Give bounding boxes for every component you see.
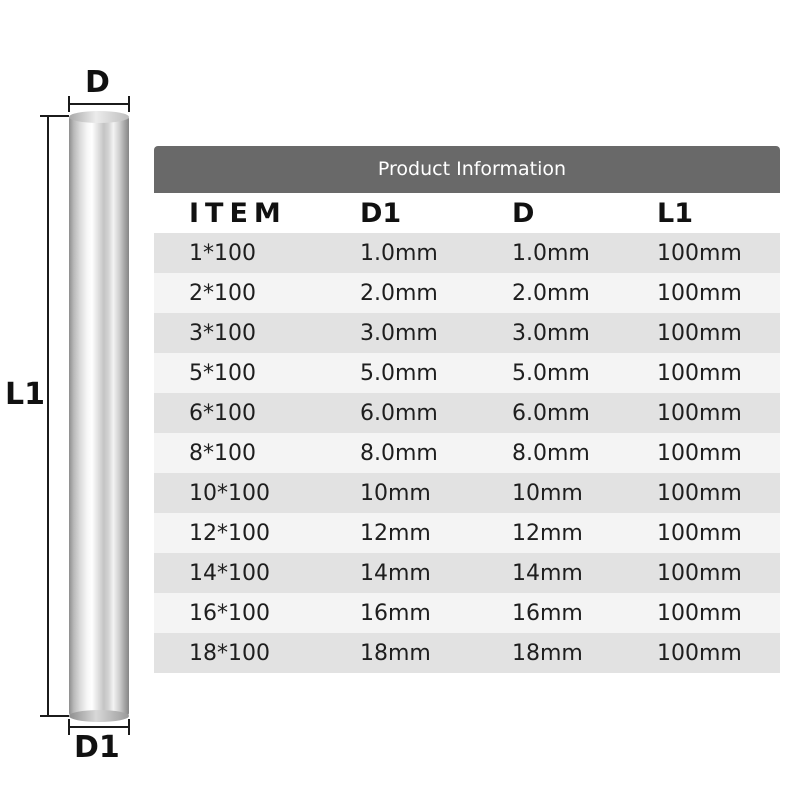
- table-row: [154, 633, 780, 673]
- table-row: [154, 553, 780, 593]
- cell-l1: 100mm: [657, 480, 742, 506]
- rod-diagram: [0, 0, 150, 800]
- cell-item: 18*100: [189, 640, 270, 666]
- cell-d: 16mm: [512, 600, 583, 626]
- cell-item: 10*100: [189, 480, 270, 506]
- cell-d: 8.0mm: [512, 440, 590, 466]
- diameter-bottom-label: D1: [74, 730, 120, 765]
- steel-rod-bottom-end: [69, 710, 129, 722]
- cell-l1: 100mm: [657, 640, 742, 666]
- diameter-bottom-extension-right: [128, 719, 130, 735]
- cell-d1: 6.0mm: [360, 400, 438, 426]
- length-extension-top: [40, 115, 69, 117]
- header-l1: L1: [657, 197, 693, 229]
- diameter-bottom-dimension-line: [69, 726, 129, 728]
- table-title: Product Information: [154, 146, 780, 193]
- table-row: [154, 473, 780, 513]
- cell-d: 10mm: [512, 480, 583, 506]
- cell-d1: 8.0mm: [360, 440, 438, 466]
- cell-l1: 100mm: [657, 600, 742, 626]
- cell-d: 14mm: [512, 560, 583, 586]
- length-dimension-line: [47, 116, 49, 716]
- product-information-table: [154, 146, 780, 673]
- cell-l1: 100mm: [657, 520, 742, 546]
- cell-d1: 3.0mm: [360, 320, 438, 346]
- cell-item: 6*100: [189, 400, 256, 426]
- table-row: [154, 433, 780, 473]
- cell-l1: 100mm: [657, 240, 742, 266]
- diameter-top-extension-right: [128, 96, 130, 112]
- cell-d: 2.0mm: [512, 280, 590, 306]
- cell-d1: 2.0mm: [360, 280, 438, 306]
- cell-d: 3.0mm: [512, 320, 590, 346]
- cell-l1: 100mm: [657, 440, 742, 466]
- cell-d: 1.0mm: [512, 240, 590, 266]
- table-row: [154, 313, 780, 353]
- cell-d1: 10mm: [360, 480, 431, 506]
- cell-item: 14*100: [189, 560, 270, 586]
- header-d: D: [512, 197, 535, 229]
- table-row: [154, 273, 780, 313]
- cell-d: 5.0mm: [512, 360, 590, 386]
- length-extension-bottom: [40, 715, 69, 717]
- table-row: [154, 593, 780, 633]
- cell-d1: 12mm: [360, 520, 431, 546]
- diameter-top-label: D: [85, 65, 110, 100]
- cell-d1: 18mm: [360, 640, 431, 666]
- diameter-top-extension-left: [68, 96, 70, 112]
- cell-item: 12*100: [189, 520, 270, 546]
- cell-l1: 100mm: [657, 280, 742, 306]
- cell-item: 2*100: [189, 280, 256, 306]
- cell-item: 1*100: [189, 240, 256, 266]
- cell-d: 12mm: [512, 520, 583, 546]
- steel-rod: [69, 116, 129, 716]
- table-row: [154, 393, 780, 433]
- table-row: [154, 513, 780, 553]
- table-row: [154, 353, 780, 393]
- cell-l1: 100mm: [657, 400, 742, 426]
- table-header-row: [154, 193, 780, 233]
- cell-d1: 5.0mm: [360, 360, 438, 386]
- cell-d: 18mm: [512, 640, 583, 666]
- header-item: ITEM: [189, 197, 287, 229]
- cell-l1: 100mm: [657, 360, 742, 386]
- table-row: [154, 233, 780, 273]
- cell-item: 8*100: [189, 440, 256, 466]
- cell-item: 16*100: [189, 600, 270, 626]
- cell-d: 6.0mm: [512, 400, 590, 426]
- cell-d1: 1.0mm: [360, 240, 438, 266]
- cell-item: 3*100: [189, 320, 256, 346]
- length-label: L1: [5, 377, 45, 412]
- cell-d1: 16mm: [360, 600, 431, 626]
- diameter-bottom-extension-left: [68, 719, 70, 735]
- cell-d1: 14mm: [360, 560, 431, 586]
- cell-l1: 100mm: [657, 560, 742, 586]
- steel-rod-top-end: [69, 111, 129, 123]
- cell-item: 5*100: [189, 360, 256, 386]
- diameter-top-dimension-line: [69, 103, 129, 105]
- cell-l1: 100mm: [657, 320, 742, 346]
- header-d1: D1: [360, 197, 402, 229]
